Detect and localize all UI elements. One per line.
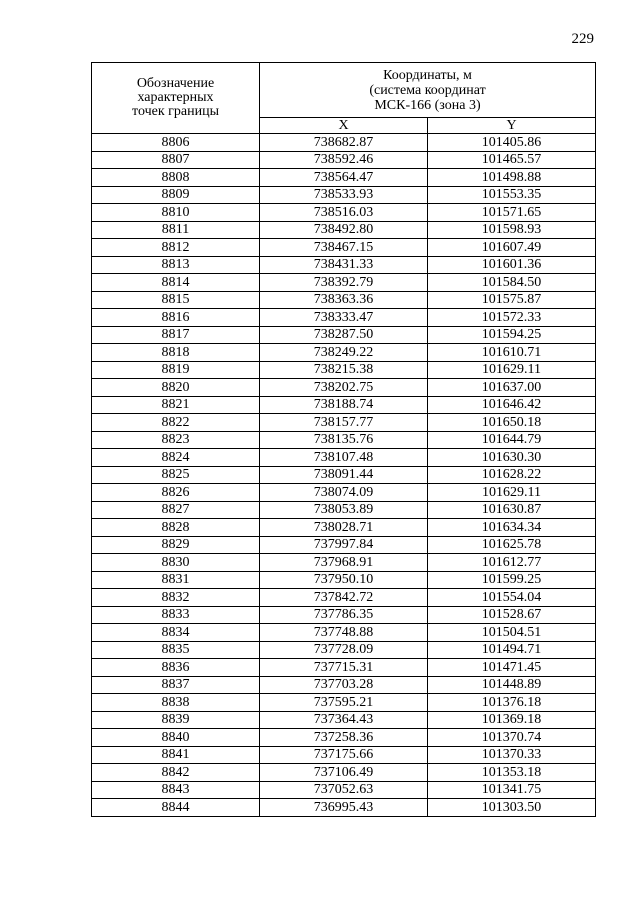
page-number: 229 (571, 31, 594, 47)
table-row (92, 536, 596, 554)
point-designation-header (92, 63, 260, 134)
y-coordinate-cell: 101610.71 (428, 344, 596, 362)
x-coordinate-cell: 737258.36 (260, 729, 428, 747)
table-row (92, 676, 596, 694)
point-number-cell: 8832 (92, 589, 260, 607)
y-coordinate-cell: 101599.25 (428, 571, 596, 589)
table-header (92, 63, 596, 134)
table-row (92, 151, 596, 169)
x-coordinate-cell: 738287.50 (260, 326, 428, 344)
point-number-cell: 8842 (92, 764, 260, 782)
x-coordinate-cell: 737968.91 (260, 554, 428, 572)
y-coordinate-cell: 101644.79 (428, 431, 596, 449)
table-row (92, 291, 596, 309)
y-coordinate-cell: 101553.35 (428, 186, 596, 204)
table-row (92, 256, 596, 274)
y-coordinate-cell: 101612.77 (428, 554, 596, 572)
point-number-cell: 8812 (92, 239, 260, 257)
x-coordinate-cell: 737364.43 (260, 711, 428, 729)
point-number-cell: 8807 (92, 151, 260, 169)
point-number-cell: 8834 (92, 624, 260, 642)
point-number-cell: 8826 (92, 484, 260, 502)
y-coordinate-cell: 101637.00 (428, 379, 596, 397)
x-coordinate-cell: 737997.84 (260, 536, 428, 554)
y-coordinate-cell: 101465.57 (428, 151, 596, 169)
y-coordinate-cell: 101353.18 (428, 764, 596, 782)
point-number-cell: 8823 (92, 431, 260, 449)
table-row (92, 326, 596, 344)
point-number-cell: 8829 (92, 536, 260, 554)
y-coordinate-cell: 101598.93 (428, 221, 596, 239)
point-number-cell: 8840 (92, 729, 260, 747)
table-row (92, 466, 596, 484)
y-coordinate-cell: 101594.25 (428, 326, 596, 344)
table-row (92, 501, 596, 519)
table-row (92, 746, 596, 764)
point-number-cell: 8828 (92, 519, 260, 537)
point-number-cell: 8806 (92, 134, 260, 152)
x-coordinate-cell: 738467.15 (260, 239, 428, 257)
point-number-cell: 8815 (92, 291, 260, 309)
point-number-cell: 8808 (92, 169, 260, 187)
table-row (92, 221, 596, 239)
x-coordinate-cell: 738363.36 (260, 291, 428, 309)
point-number-cell: 8830 (92, 554, 260, 572)
x-coordinate-cell: 738682.87 (260, 134, 428, 152)
table-row (92, 414, 596, 432)
point-number-cell: 8817 (92, 326, 260, 344)
table-row (92, 361, 596, 379)
table-row (92, 571, 596, 589)
x-coordinate-cell: 738516.03 (260, 204, 428, 222)
point-number-cell: 8810 (92, 204, 260, 222)
table-row (92, 729, 596, 747)
x-coordinate-cell: 738091.44 (260, 466, 428, 484)
x-coordinate-cell: 738215.38 (260, 361, 428, 379)
y-coordinate-cell: 101341.75 (428, 781, 596, 799)
table-row (92, 606, 596, 624)
y-coordinate-cell: 101601.36 (428, 256, 596, 274)
header-line: точек границы (132, 104, 219, 119)
point-number-cell: 8811 (92, 221, 260, 239)
x-coordinate-cell: 738135.76 (260, 431, 428, 449)
table-row (92, 589, 596, 607)
y-coordinate-cell: 101405.86 (428, 134, 596, 152)
x-coordinate-cell: 737175.66 (260, 746, 428, 764)
point-number-cell: 8836 (92, 659, 260, 677)
x-coordinate-cell: 738249.22 (260, 344, 428, 362)
y-coordinate-cell: 101554.04 (428, 589, 596, 607)
coordinates-table (91, 62, 596, 817)
x-coordinate-cell: 738564.47 (260, 169, 428, 187)
x-coordinate-cell: 737715.31 (260, 659, 428, 677)
table-row (92, 134, 596, 152)
point-number-cell: 8813 (92, 256, 260, 274)
x-coordinate-cell: 737106.49 (260, 764, 428, 782)
table-row (92, 379, 596, 397)
point-number-cell: 8809 (92, 186, 260, 204)
y-coordinate-cell: 101504.51 (428, 624, 596, 642)
y-coordinate-cell: 101634.34 (428, 519, 596, 537)
table-row (92, 519, 596, 537)
table-row (92, 781, 596, 799)
x-coordinate-cell: 738392.79 (260, 274, 428, 292)
x-coordinate-cell: 738074.09 (260, 484, 428, 502)
y-coordinate-cell: 101650.18 (428, 414, 596, 432)
table-row (92, 484, 596, 502)
y-coordinate-cell: 101629.11 (428, 361, 596, 379)
point-number-cell: 8843 (92, 781, 260, 799)
y-coordinate-cell: 101628.22 (428, 466, 596, 484)
y-coordinate-cell: 101303.50 (428, 799, 596, 817)
point-number-cell: 8838 (92, 694, 260, 712)
table-row (92, 344, 596, 362)
table-row (92, 449, 596, 467)
table-row (92, 274, 596, 292)
table-row (92, 169, 596, 187)
x-coordinate-cell: 738492.80 (260, 221, 428, 239)
table-row (92, 694, 596, 712)
point-number-cell: 8839 (92, 711, 260, 729)
point-number-cell: 8831 (92, 571, 260, 589)
table-row (92, 431, 596, 449)
y-coordinate-cell: 101370.33 (428, 746, 596, 764)
x-coordinate-cell: 737950.10 (260, 571, 428, 589)
table-row (92, 396, 596, 414)
table-row (92, 239, 596, 257)
header-line: (система координат (369, 82, 486, 98)
x-coordinate-cell: 738157.77 (260, 414, 428, 432)
table-row (92, 554, 596, 572)
x-coordinate-cell: 738431.33 (260, 256, 428, 274)
header-line: Координаты, м (383, 67, 472, 83)
table-body (92, 134, 596, 817)
x-coordinate-cell: 737728.09 (260, 641, 428, 659)
point-number-cell: 8837 (92, 676, 260, 694)
x-coordinate-cell: 738028.71 (260, 519, 428, 537)
header-line: Обозначение (136, 76, 215, 91)
table-row (92, 186, 596, 204)
y-coordinate-cell: 101376.18 (428, 694, 596, 712)
y-coordinate-cell: 101370.74 (428, 729, 596, 747)
table-row (92, 659, 596, 677)
x-coordinate-cell: 737842.72 (260, 589, 428, 607)
table-row (92, 711, 596, 729)
x-coordinate-cell: 738533.93 (260, 186, 428, 204)
point-number-cell: 8841 (92, 746, 260, 764)
x-coordinate-cell: 737703.28 (260, 676, 428, 694)
point-number-cell: 8827 (92, 501, 260, 519)
x-coordinate-cell: 738107.48 (260, 449, 428, 467)
y-coordinate-cell: 101629.11 (428, 484, 596, 502)
x-coordinate-cell: 738202.75 (260, 379, 428, 397)
x-coordinate-cell: 738592.46 (260, 151, 428, 169)
table-row (92, 799, 596, 817)
point-number-cell: 8821 (92, 396, 260, 414)
y-coordinate-cell: 101630.30 (428, 449, 596, 467)
y-coordinate-cell: 101630.87 (428, 501, 596, 519)
table-row (92, 204, 596, 222)
point-number-cell: 8833 (92, 606, 260, 624)
y-coordinate-cell: 101625.78 (428, 536, 596, 554)
point-number-cell: 8818 (92, 344, 260, 362)
y-coordinate-cell: 101571.65 (428, 204, 596, 222)
y-column-header: Y (428, 118, 596, 134)
x-column-header: X (260, 118, 428, 134)
coordinates-header (260, 63, 596, 118)
point-number-cell: 8814 (92, 274, 260, 292)
table-row (92, 309, 596, 327)
x-coordinate-cell: 737786.35 (260, 606, 428, 624)
x-coordinate-cell: 738333.47 (260, 309, 428, 327)
y-coordinate-cell: 101607.49 (428, 239, 596, 257)
header-line: характерных (137, 90, 214, 105)
point-number-cell: 8825 (92, 466, 260, 484)
y-coordinate-cell: 101494.71 (428, 641, 596, 659)
x-coordinate-cell: 737748.88 (260, 624, 428, 642)
table-row (92, 641, 596, 659)
point-number-cell: 8820 (92, 379, 260, 397)
table-row (92, 624, 596, 642)
point-number-cell: 8844 (92, 799, 260, 817)
point-number-cell: 8824 (92, 449, 260, 467)
x-coordinate-cell: 738053.89 (260, 501, 428, 519)
point-number-cell: 8822 (92, 414, 260, 432)
table-row (92, 764, 596, 782)
y-coordinate-cell: 101498.88 (428, 169, 596, 187)
x-coordinate-cell: 737052.63 (260, 781, 428, 799)
point-number-cell: 8816 (92, 309, 260, 327)
y-coordinate-cell: 101369.18 (428, 711, 596, 729)
y-coordinate-cell: 101646.42 (428, 396, 596, 414)
y-coordinate-cell: 101528.67 (428, 606, 596, 624)
header-line: МСК-166 (зона 3) (374, 97, 481, 113)
point-number-cell: 8819 (92, 361, 260, 379)
y-coordinate-cell: 101448.89 (428, 676, 596, 694)
y-coordinate-cell: 101572.33 (428, 309, 596, 327)
y-coordinate-cell: 101471.45 (428, 659, 596, 677)
x-coordinate-cell: 736995.43 (260, 799, 428, 817)
x-coordinate-cell: 738188.74 (260, 396, 428, 414)
y-coordinate-cell: 101575.87 (428, 291, 596, 309)
x-coordinate-cell: 737595.21 (260, 694, 428, 712)
point-number-cell: 8835 (92, 641, 260, 659)
y-coordinate-cell: 101584.50 (428, 274, 596, 292)
